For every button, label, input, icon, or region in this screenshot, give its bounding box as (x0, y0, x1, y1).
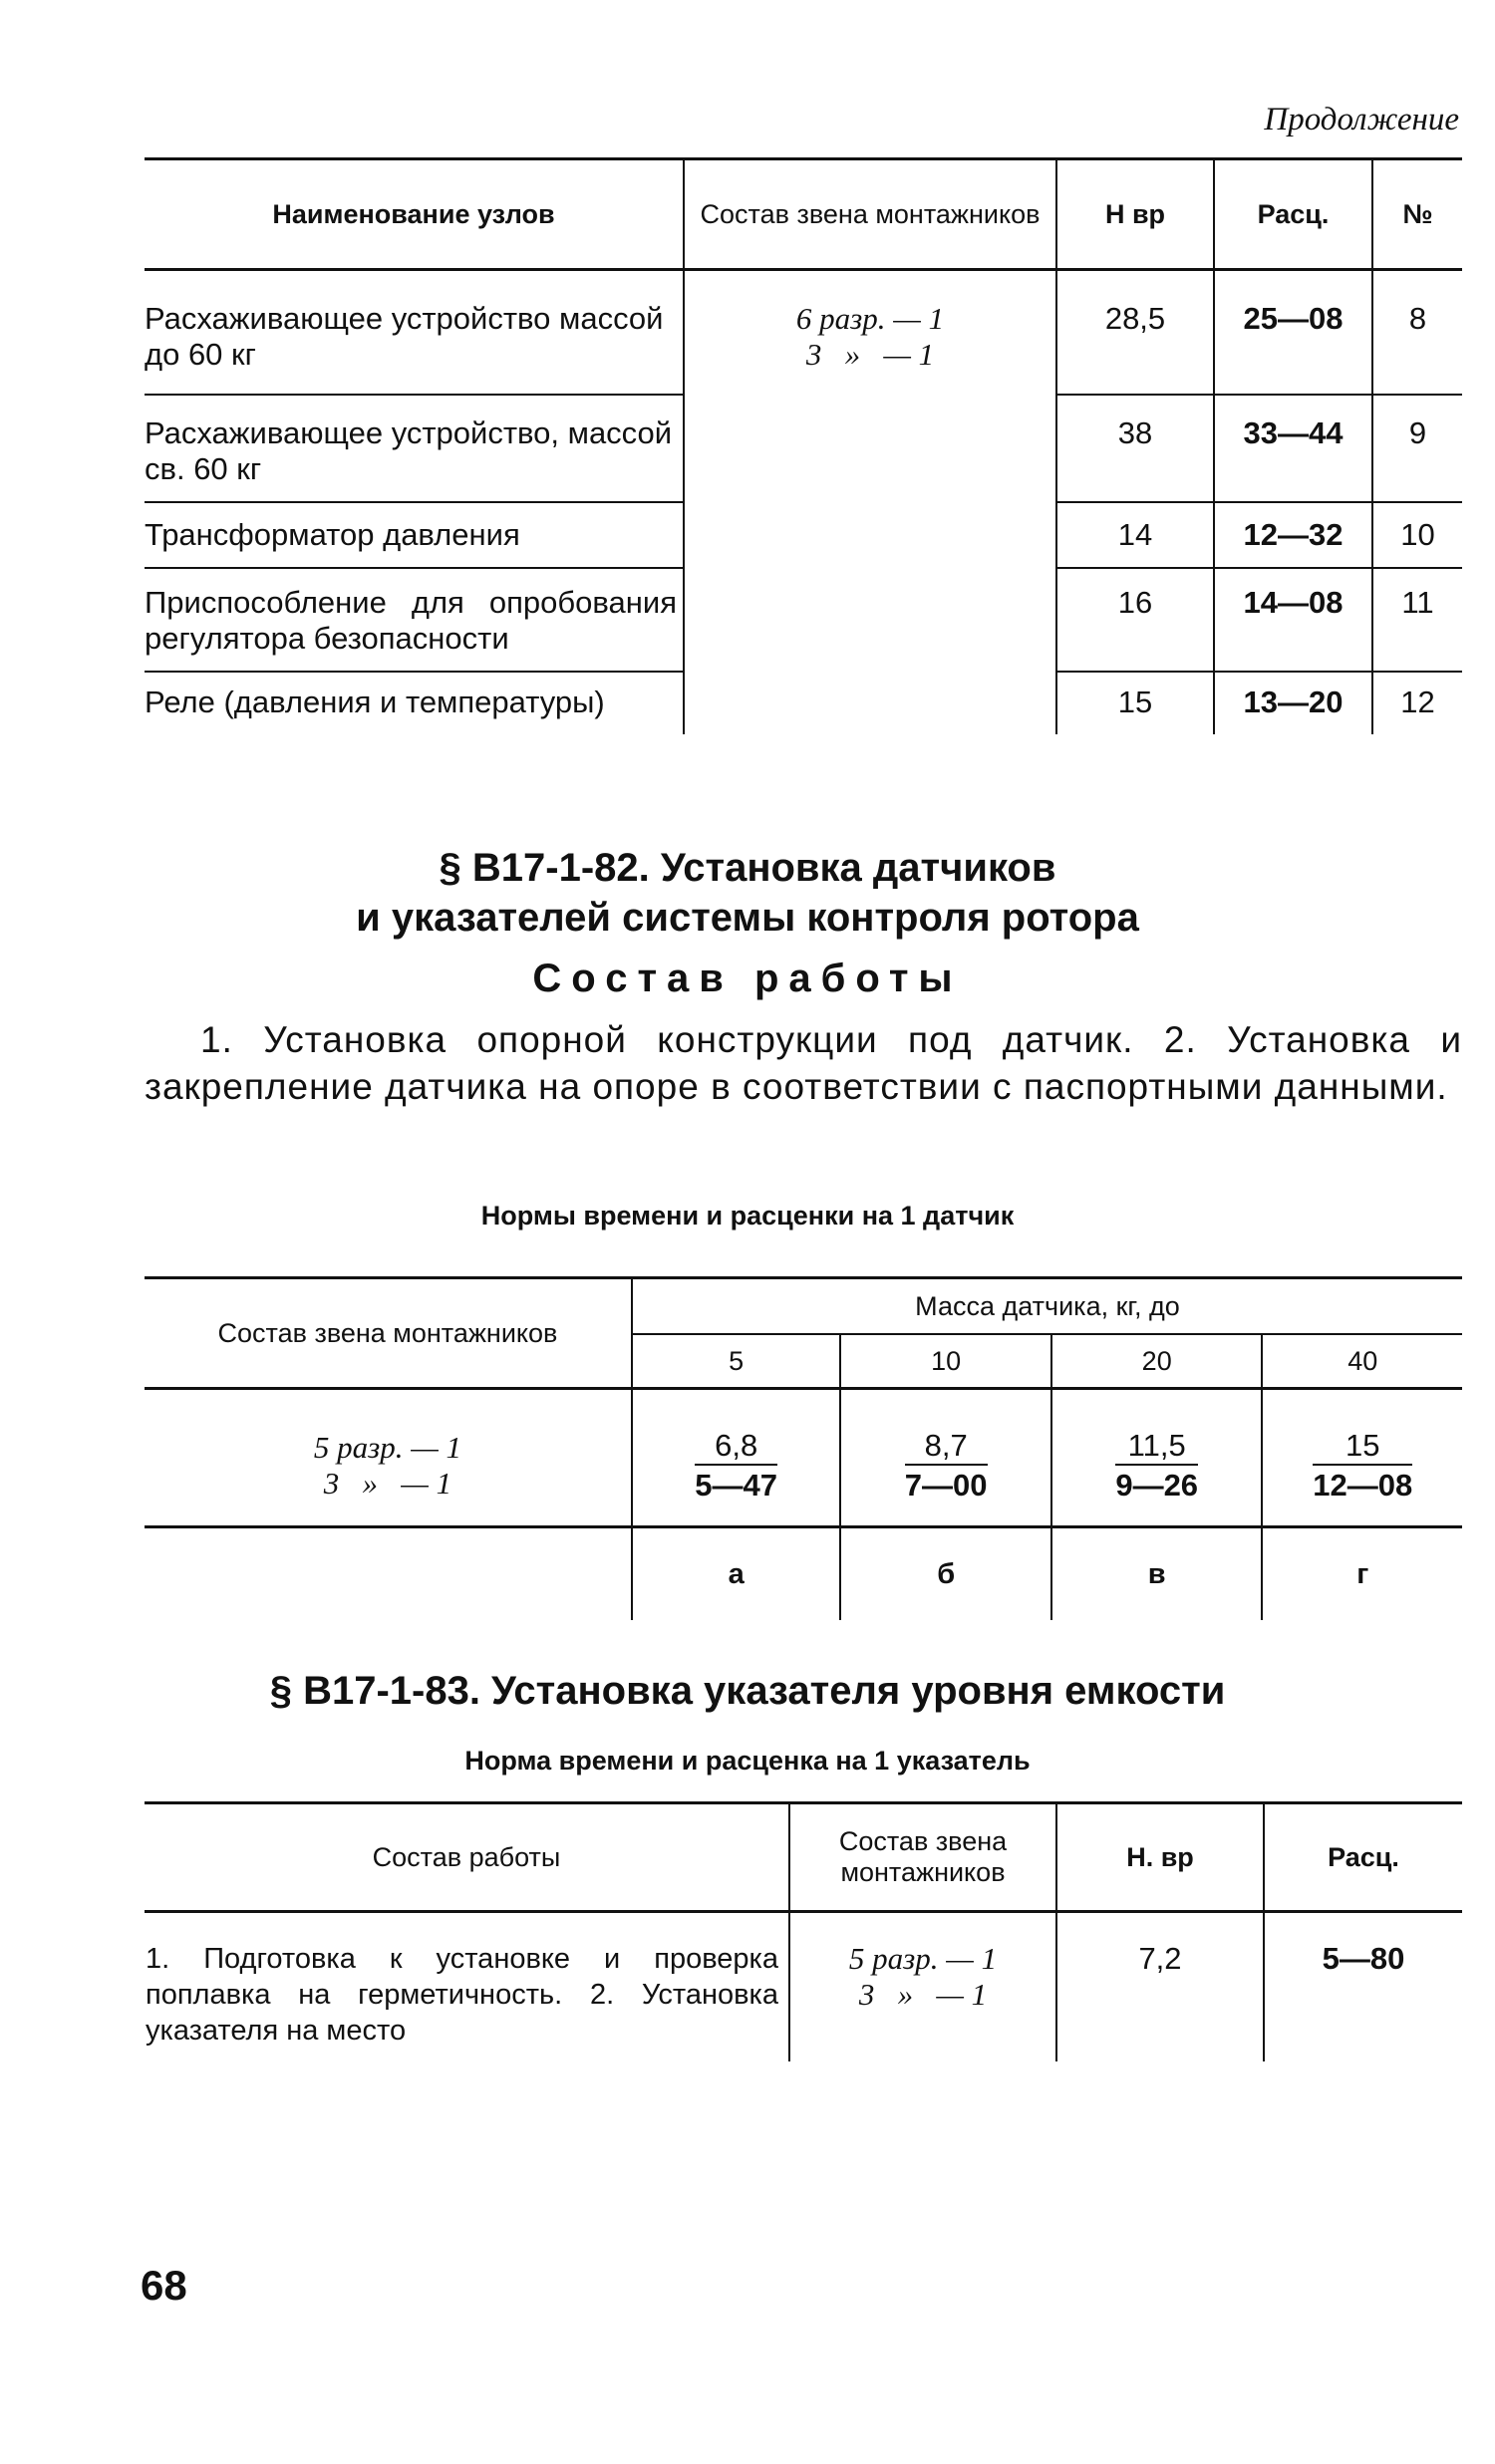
sensor-table-header-row1 (145, 1278, 1462, 1335)
row-norm: 16 (1056, 568, 1214, 672)
rate-value: 9—26 (1115, 1468, 1199, 1503)
rate-value: 12—08 (1313, 1468, 1413, 1503)
header-mass-40: 40 (1262, 1334, 1462, 1389)
row-crew: 5 разр. — 1 3 » — 1 (789, 1912, 1056, 2062)
table3-caption: Норма времени и расценка на 1 указатель (464, 1746, 1031, 1776)
index-blank-cell (145, 1527, 632, 1621)
row-no: 10 (1372, 502, 1462, 568)
row-no: 9 (1372, 395, 1462, 502)
row-norm: 28,5 (1056, 270, 1214, 396)
row-no: 8 (1408, 301, 1427, 336)
header-crew: Состав звена монтажников (789, 1803, 1056, 1912)
row-rate: 5—80 (1322, 1941, 1405, 1976)
units-table-header (145, 159, 1462, 270)
level-indicator-table (145, 1801, 1462, 2061)
row-name: Приспособление для опробования регулятора безопасности (145, 568, 684, 672)
row-rate: 14—08 (1214, 568, 1372, 672)
index-row (145, 1527, 1462, 1621)
row-crew: 5 разр. — 1 3 » — 1 (145, 1389, 632, 1527)
header-norm: Н. вр (1056, 1803, 1264, 1912)
section-83-title: § В17-1-83. Установка указателя уровня емкости (269, 1669, 1226, 1713)
header-norm: Н вр (1056, 159, 1214, 270)
index-b: б (840, 1527, 1051, 1621)
rate-value: 5—47 (695, 1468, 778, 1503)
header-rate: Расц. (1214, 159, 1372, 270)
norm-value: 15 (1313, 1428, 1412, 1466)
header-mass-5: 5 (632, 1334, 841, 1389)
index-g: г (1356, 1557, 1369, 1590)
header-name: Наименование узлов (145, 159, 684, 270)
units-table (145, 157, 1462, 734)
header-no: № (1372, 159, 1462, 270)
table-row (145, 270, 1462, 396)
continued-label: Продолжение (1264, 102, 1459, 137)
row-name: Расхаживающее устройство, массой св. 60 кг (145, 395, 684, 502)
row-norm: 7,2 (1056, 1912, 1264, 2062)
sensor-norms-table (145, 1276, 1462, 1620)
row-norm: 38 (1056, 395, 1214, 502)
norm-value: 8,7 (905, 1428, 988, 1466)
page-number: 68 (141, 2262, 187, 2309)
table-row (145, 1912, 1462, 2062)
row-norm: 14 (1056, 502, 1214, 568)
header-work: Состав работы (145, 1803, 789, 1912)
row-rate: 13—20 (1214, 672, 1372, 734)
row-no: 12 (1372, 672, 1462, 734)
work-description: 1. Установка опорной конструкции под датчик. 2. Установка и закрепление датчика на опоре в соответствии с паспортными данными. (145, 1019, 1462, 1107)
row-no: 11 (1372, 568, 1462, 672)
table-row (145, 1389, 1462, 1527)
row-work: 1. Подготовка к установке и проверка поплавка на герметичность. 2. Установка указателя на место (145, 1912, 789, 2062)
row-rate: 33—44 (1214, 395, 1372, 502)
level-table-header (145, 1803, 1462, 1912)
index-v: в (1051, 1527, 1263, 1621)
rate-value: 7—00 (904, 1468, 988, 1503)
header-mass-10: 10 (840, 1334, 1051, 1389)
row-name: Реле (давления и температуры) (145, 672, 684, 734)
value-cell (1051, 1389, 1263, 1527)
norm-value: 11,5 (1115, 1428, 1198, 1466)
section-82-title (0, 843, 1495, 943)
index-a: а (632, 1527, 841, 1621)
value-cell (632, 1389, 841, 1527)
value-cell (840, 1389, 1051, 1527)
header-mass: Масса датчика, кг, до (632, 1278, 1462, 1335)
row-rate: 12—32 (1214, 502, 1372, 568)
header-rate: Расц. (1264, 1803, 1462, 1912)
header-crew: Состав звена монтажников (145, 1278, 632, 1389)
norm-value: 6,8 (695, 1428, 777, 1466)
header-crew: Состав звена монтажников (684, 159, 1056, 270)
table2-caption: Нормы времени и расценки на 1 датчик (480, 1201, 1015, 1231)
work-heading: Состав работы (532, 957, 963, 1000)
row-rate: 25—08 (1214, 270, 1372, 396)
row-crew: 6 разр. — 1 3 » — 1 (684, 270, 1056, 735)
header-mass-20: 20 (1051, 1334, 1263, 1389)
section-82-title-line1: § В17-1-82. Установка датчиков (439, 846, 1056, 890)
section-82-title-line2: и указателей системы контроля ротора (356, 896, 1139, 940)
row-norm: 15 (1056, 672, 1214, 734)
row-name: Расхаживающее устройство массой до 60 кг (145, 270, 684, 396)
value-cell (1262, 1389, 1462, 1527)
row-name: Трансформатор давления (145, 502, 684, 568)
